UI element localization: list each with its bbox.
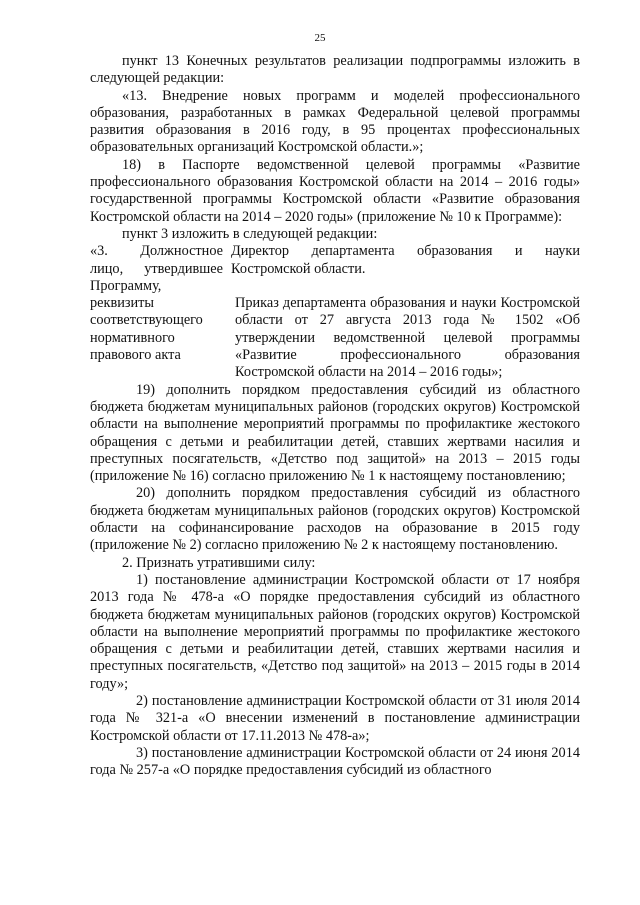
requisites-label-1: «3. Должностное лицо, утвердившее Программу,: [90, 243, 223, 294]
document-body: [90, 53, 580, 779]
paragraph-10: 3) постановление администрации Костромской области от 24 июня 2014 года № 257-а «О порядке предоставления субсидий из областного: [90, 744, 580, 779]
requisites-row-2: [90, 295, 580, 381]
requisites-value-2: Приказ департамента образования и науки Костромской области от 27 августа 2013 года № 1502 «Об утверждении ведомственной целевой программы «Развитие профессионального образования Костромской области на 2014 – 2016 годы»;: [235, 295, 580, 381]
paragraph-7: 2. Признать утратившими силу:: [122, 554, 316, 571]
paragraph-4: пункт 3 изложить в следующей редакции:: [122, 225, 378, 242]
paragraph-5: 19) дополнить порядком предоставления субсидий из областного бюджета бюджетам муниципальных районов (городских округов) Костромской области на выполнение мероприятий программы по профилактике жестокого обращения с детьми и реабилитации детей, ставших жертвами насилия и преступных посягательств, «Детство под защитой» на 2013 – 2015 годы (приложение № 16) согласно приложению № 1 к настоящему постановлению;: [90, 381, 580, 485]
paragraph-3: 18) в Паспорте ведомственной целевой программы «Развитие профессионального образования Костромской области на 2014 – 2016 годы» государственной программы Костромской области «Развитие образования Костромской области на 2014 – 2020 годы» (приложение № 10 к Программе):: [90, 156, 580, 225]
requisites-row-1: [90, 243, 580, 295]
paragraph-1: пункт 13 Конечных результатов реализации подпрограммы изложить в следующей редакции:: [90, 53, 580, 87]
paragraph-9: 2) постановление администрации Костромской области от 31 июля 2014 года № 321-а «О внесении изменений в постановление администрации Костромской области от 17.11.2013 № 478-а»;: [90, 692, 580, 744]
requisites-value-1: Директор департамента образования и науки Костромской области.: [231, 243, 580, 277]
requisites-label-2: реквизиты соответствующего нормативного правового акта: [90, 295, 203, 364]
page-number: 25: [314, 32, 326, 44]
paragraph-6: 20) дополнить порядком предоставления субсидий из областного бюджета бюджетам муниципальных районов (городских округов) Костромской области на софинансирование расходов на образование в 2015 году (приложение № 2) согласно приложению № 2 к настоящему постановлению.: [90, 485, 580, 554]
paragraph-2: «13. Внедрение новых программ и моделей профессионального образования, разработанных в рамках Федеральной целевой программы развития образования в 2016 году, в 95 процентах профессиональных образовательных организаций Костромской области.»;: [90, 87, 580, 156]
paragraph-8: 1) постановление администрации Костромской области от 17 ноября 2013 года № 478-а «О порядке предоставления субсидий из областного бюджета бюджетам муниципальных районов (городских округов) Костромской области на выполнение мероприятий программы по профилактике жестокого обращения с детьми и реабилитации детей, ставших жертвами насилия и преступных посягательств, «Детство под защитой» на 2013 – 2015 годы в 2014 году»;: [90, 571, 580, 692]
